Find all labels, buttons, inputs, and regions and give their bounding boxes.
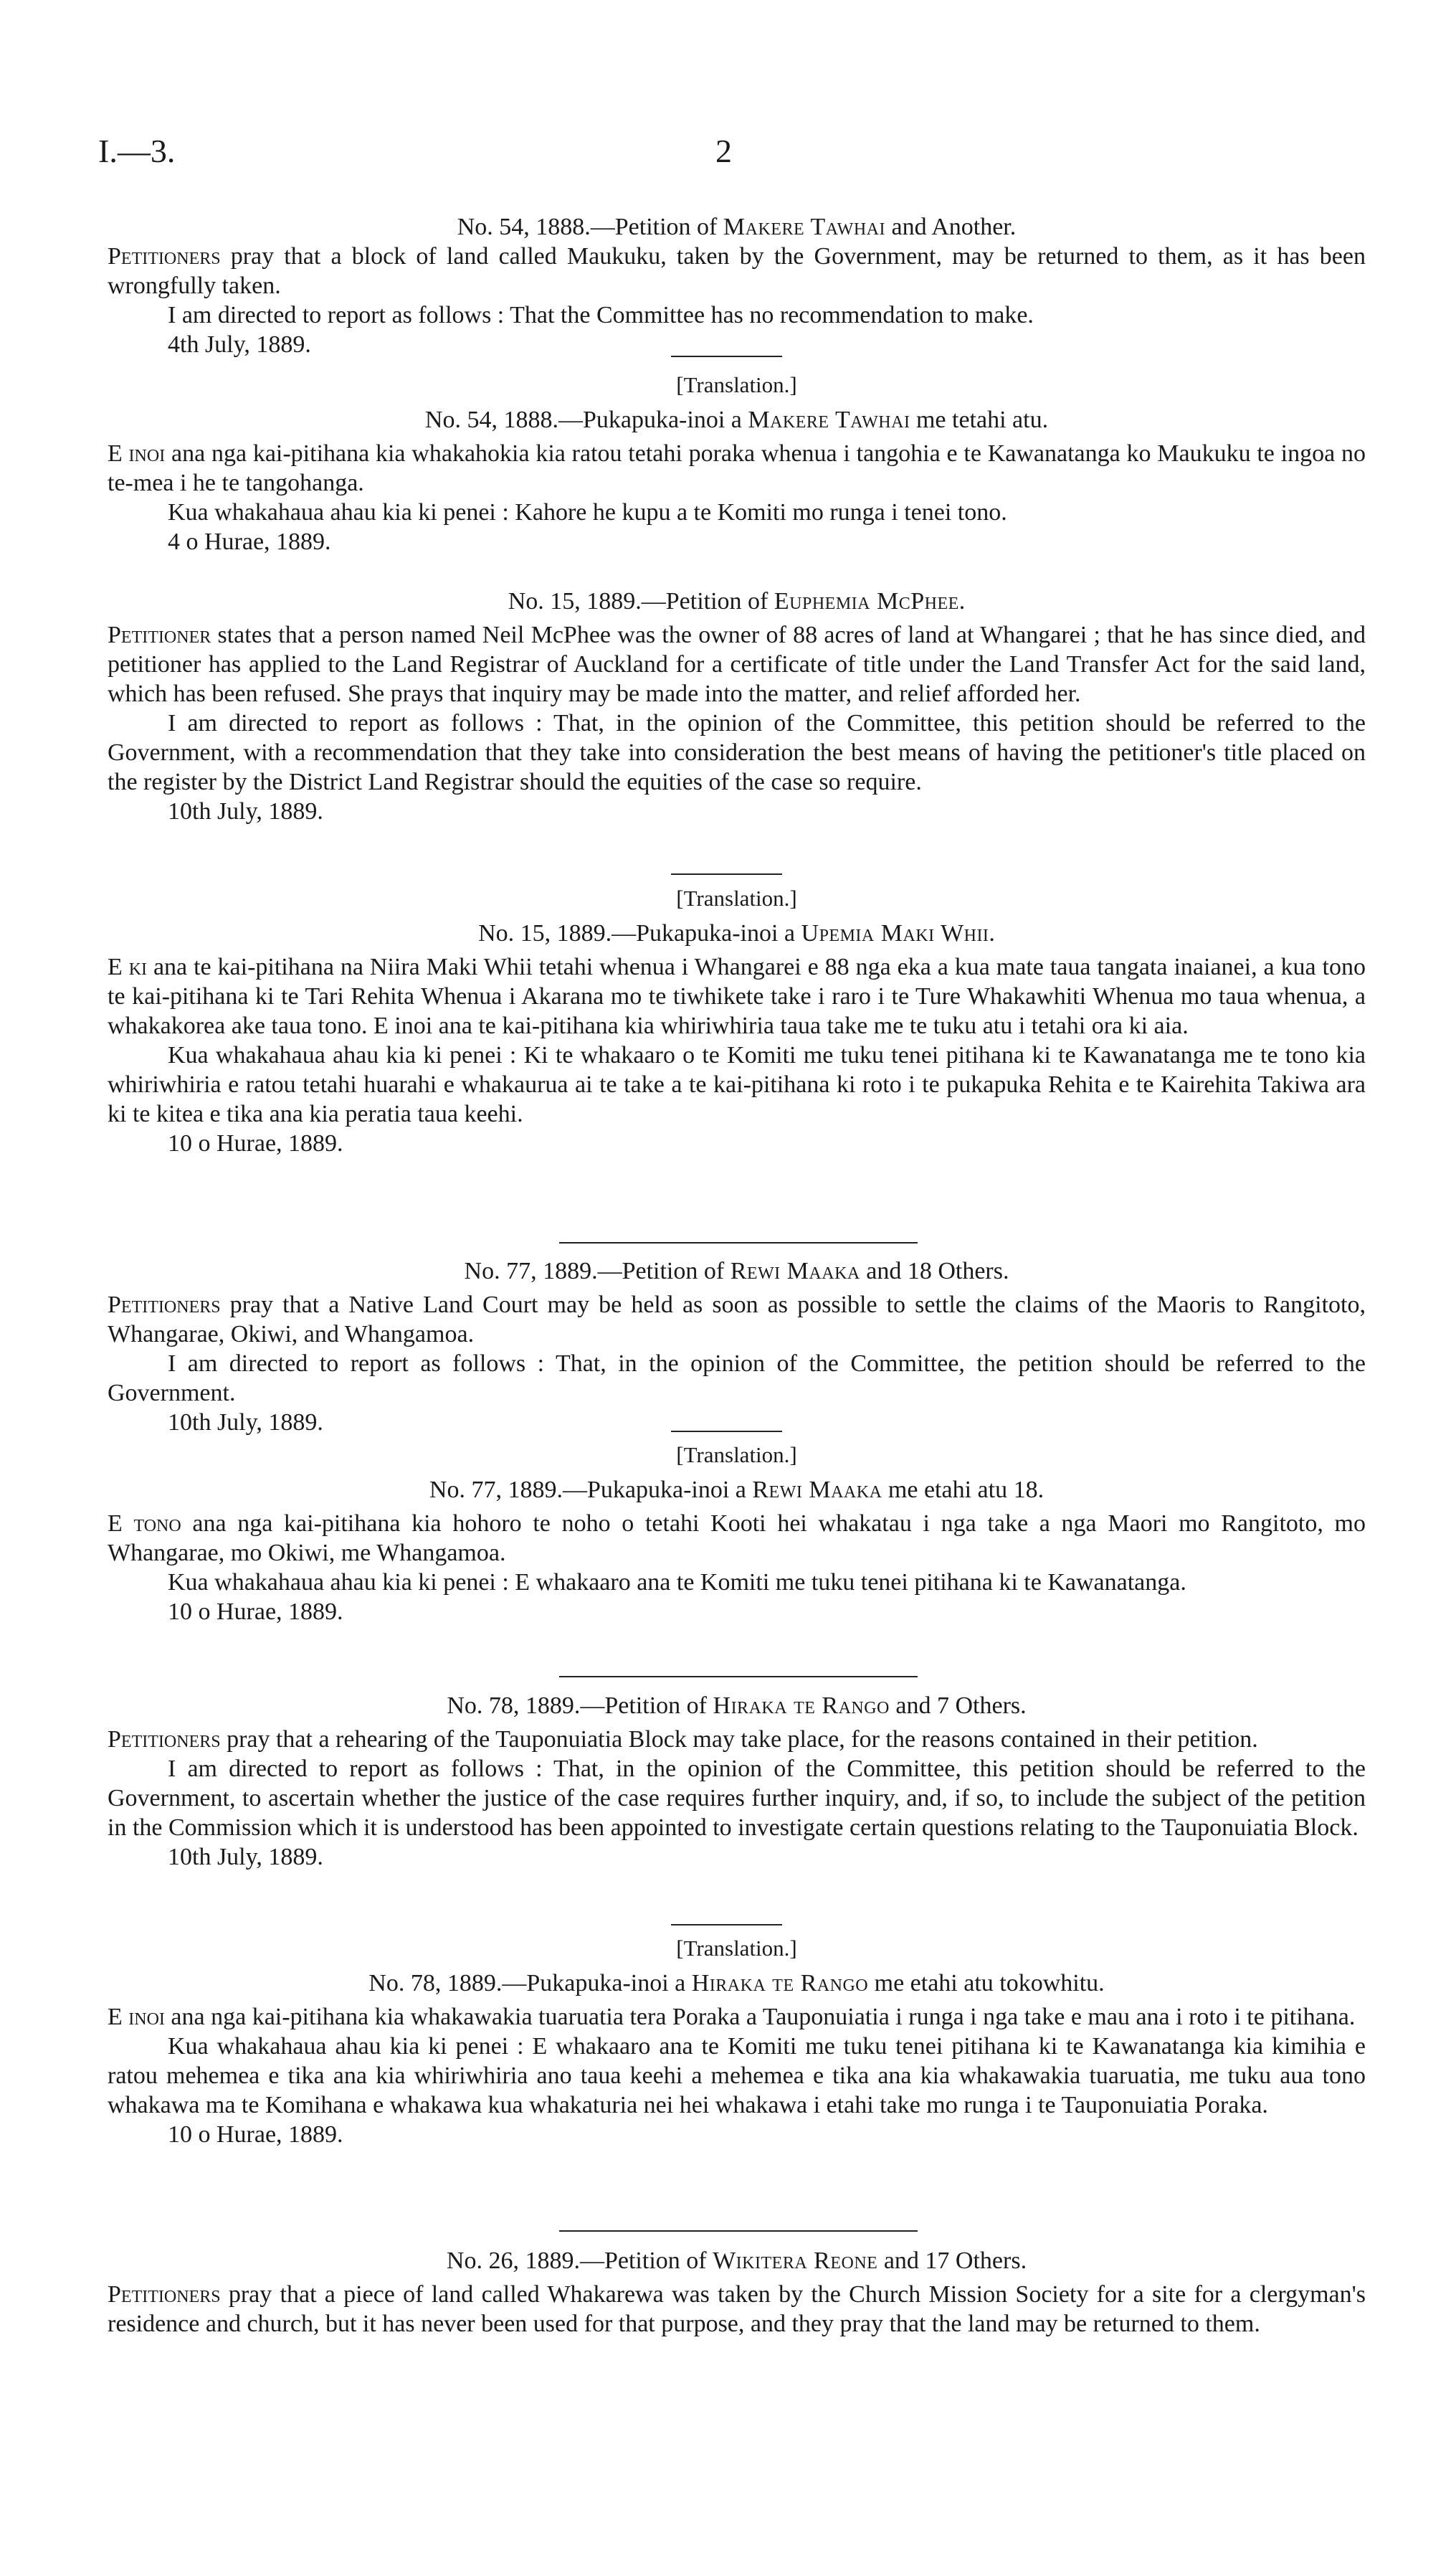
petition-77-english [108, 1256, 1366, 1437]
petition-54-translation [108, 370, 1366, 556]
petition-78-english [108, 1691, 1366, 1872]
short-divider [671, 356, 782, 357]
petition-15-translation [108, 884, 1366, 1158]
committee-report: I am directed to report as follows : That, in the opinion of the Committee, this petition should be referred to the Government, to ascertain whether the justice of the case requires further inquiry, and, if so, to include the subject of the petition in the Commission which it is understood has been appointed to investigate certain questions relating to the Tauponuiatia Block. [108, 1756, 1366, 1841]
petition-heading: No. 15, 1889.—Petition of Euphemia McPhee. [508, 588, 966, 615]
report-date: 10th July, 1889. [168, 798, 323, 825]
petition-body: Petitioners pray that a rehearing of the Tauponuiatia Block may take place, for the reasons contained in their petition. [108, 1726, 1258, 1753]
committee-report: I am directed to report as follows : That the Committee has no recommendation to make. [168, 302, 1034, 328]
short-divider [671, 873, 782, 875]
translation-label: [Translation.] [676, 1936, 797, 1961]
report-date: 10th July, 1889. [168, 1844, 323, 1870]
page-number: 2 [715, 133, 732, 169]
section-divider [559, 1676, 918, 1677]
translation-body: E inoi ana nga kai-pitihana kia whakahokia kia ratou tetahi poraka whenua i tangohia e te Kawanatanga ko Maukuku te ingoa no te-mea i he te tangohanga. [108, 440, 1366, 496]
petition-heading: No. 26, 1889.—Petition of Wikitera Reone and 17 Others. [446, 2247, 1027, 2274]
translation-label: [Translation.] [676, 1442, 797, 1467]
petition-77-translation [108, 1440, 1366, 1626]
petition-heading: No. 78, 1889.—Petition of Hiraka te Rango and 7 Others. [447, 1692, 1027, 1719]
short-divider [671, 1431, 782, 1432]
report-date: 4th July, 1889. [168, 331, 311, 358]
translation-body: E inoi ana nga kai-pitihana kia whakawakia tuaruatia tera Poraka a Tauponuiatia i runga i nga take e mau ana i roto i te pitihana. [108, 2004, 1356, 2030]
petition-15-english [108, 587, 1366, 826]
translation-heading: No. 15, 1889.—Pukapuka-inoi a Upemia Maki Whii. [478, 920, 995, 947]
translation-label: [Translation.] [676, 886, 797, 911]
translation-report: Kua whakahaua ahau kia ki penei : Kahore he kupu a te Komiti mo runga i tenei tono. [168, 499, 1007, 526]
petition-body: Petitioners pray that a piece of land called Whakarewa was taken by the Church Mission Society for a site for a clergyman's residence and church, but it has never been used for that purpose, and they pray that the land may be returned to them. [108, 2281, 1366, 2337]
translation-heading: No. 77, 1889.—Pukapuka-inoi a Rewi Maaka me etahi atu 18. [429, 1477, 1045, 1503]
section-divider [559, 1242, 918, 1244]
translation-body: E ki ana te kai-pitihana na Niira Maki Whii tetahi whenua i Whangarei e 88 nga eka a kua mate taua tangata inaianei, a kua tono te kai-pitihana ki te Tari Rehita Whenua i Akarana mo te tiwhikete take i raro i te Ture Whakawhiti Whenua mo taua whenua, a whakakorea ake taua tono. E inoi ana te kai-pitihana kia whiriwhiria taua take me te tuku atu i tetahi ora ki aia. [108, 954, 1366, 1039]
translation-report: Kua whakahaua ahau kia ki penei : E whakaaro ana te Komiti me tuku tenei pitihana ki te Kawanatanga kia kimihia e ratou mehemea e tika ana kia whiriwhiria ano taua keehi a mehemea e tika ana kia whakawakia tuaruatia, me tuku aua tono whakawa ma te Komihana e whakawa kua whakaturia nei hei whakawa i etahi take mo runga i te Tauponuiatia Poraka. [108, 2033, 1366, 2118]
petition-heading: No. 54, 1888.—Petition of Makere Tawhai and Another. [457, 214, 1017, 240]
petition-body: Petitioner states that a person named Neil McPhee was the owner of 88 acres of land at Whangarei ; that he has since died, and petitioner has applied to the Land Registrar of Auckland for a certificate of title under the Land Transfer Act for the said land, which has been refused. She prays that inquiry may be made into the matter, and relief afforded her. [108, 622, 1366, 707]
short-divider [671, 1924, 782, 1925]
translation-heading: No. 78, 1889.—Pukapuka-inoi a Hiraka te Rango me etahi atu tokowhitu. [368, 1970, 1105, 1996]
translation-report: Kua whakahaua ahau kia ki penei : Ki te whakaaro o te Komiti me tuku tenei pitihana ki te Kawanatanga me te tono kia whiriwhiria e ratou tetahi huarahi e whakaurua ai te take a te kai-pitihana ki roto i te pukapuka Rehita e te Kairehita Takiwa ara ki te kitea e tika ana kia peratia taua keehi. [108, 1042, 1366, 1127]
section-divider [559, 2230, 918, 2232]
report-date: 10th July, 1889. [168, 1409, 323, 1436]
petition-54-english [108, 212, 1366, 359]
petition-26-english [108, 2246, 1366, 2339]
petition-heading: No. 77, 1889.—Petition of Rewi Maaka and 18 Others. [464, 1258, 1009, 1284]
committee-report: I am directed to report as follows : That, in the opinion of the Committee, the petition should be referred to the Government. [108, 1350, 1366, 1406]
translation-report: Kua whakahaua ahau kia ki penei : E whakaaro ana te Komiti me tuku tenei pitihana ki te Kawanatanga. [168, 1569, 1186, 1596]
petition-78-translation [108, 1933, 1366, 2149]
translation-date: 10 o Hurae, 1889. [168, 1130, 343, 1157]
translation-date: 4 o Hurae, 1889. [168, 529, 331, 555]
translation-label: [Translation.] [676, 372, 797, 397]
translation-body: E tono ana nga kai-pitihana kia hohoro te noho o tetahi Kooti hei whakatau i nga take a nga Maori mo Rangitoto, mo Whangarae, mo Okiwi, me Whangamoa. [108, 1510, 1366, 1566]
page-identifier: I.—3. [98, 133, 176, 169]
committee-report: I am directed to report as follows : That, in the opinion of the Committee, this petition should be referred to the Government, with a recommendation that they take into consideration the best means of having the petitioner's title placed on the register by the District Land Registrar should the equities of the case so require. [108, 710, 1366, 795]
translation-heading: No. 54, 1888.—Pukapuka-inoi a Makere Tawhai me tetahi atu. [424, 407, 1049, 433]
translation-date: 10 o Hurae, 1889. [168, 1598, 343, 1625]
translation-date: 10 o Hurae, 1889. [168, 2121, 343, 2148]
petition-body: Petitioners pray that a block of land called Maukuku, taken by the Government, may be returned to them, as it has been wrongfully taken. [108, 243, 1366, 299]
petition-body: Petitioners pray that a Native Land Court may be held as soon as possible to settle the claims of the Maoris to Rangitoto, Whangarae, Okiwi, and Whangamoa. [108, 1292, 1366, 1347]
